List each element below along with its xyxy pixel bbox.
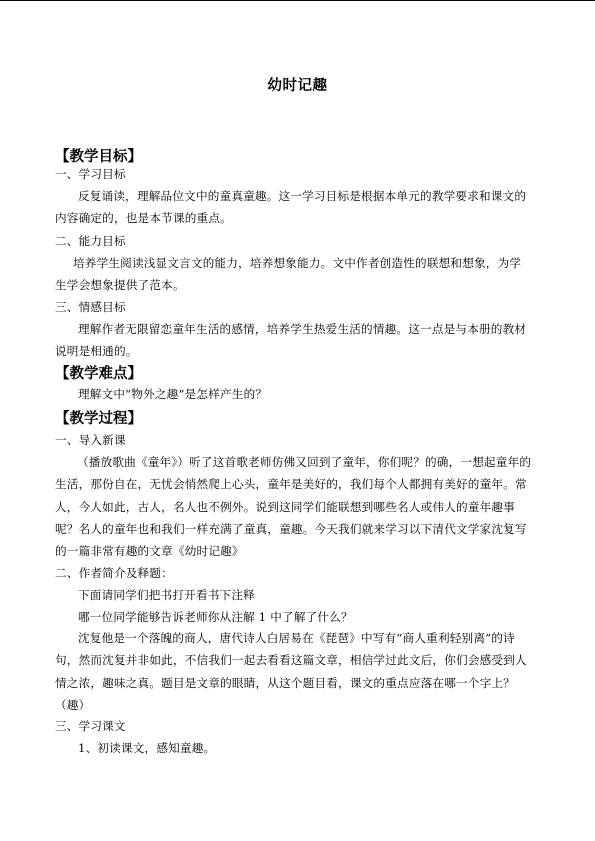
text-line: 反复诵读，理解品位文中的童真童趣。这一学习目标是根据本单元的教学要求和课文的 <box>78 189 527 203</box>
section-heading-difficulty: 【教学难点】 <box>55 365 142 382</box>
text-line: 生学会想象提供了范本。 <box>55 278 185 293</box>
text-line: （趣） <box>55 697 91 712</box>
subheading-author-intro: 二、作者简介及释题： <box>55 566 173 580</box>
subheading-ability-goals: 二、能力目标 <box>55 234 126 248</box>
page-title: 幼时记趣 <box>267 77 328 94</box>
question-line: 哪一位同学能够告诉老师你从注解 1 中了解了什么？ <box>78 610 353 624</box>
paragraph-introduction <box>55 451 541 562</box>
paragraph-learning-goals <box>55 185 541 230</box>
paragraph-emotion-goals <box>55 318 541 363</box>
text-line: （播放歌曲《童年》）听了这首歌老师仿佛又回到了童年，你们呢？的确，一想起童年的 <box>77 455 532 469</box>
top-border-line <box>0 0 595 1</box>
text-line: 情之浓，趣味之真。题目是文章的眼睛，从这个题目看，课文的重点应落在哪一个字上？ <box>55 675 515 690</box>
subheading-emotion-goals: 三、情感目标 <box>55 300 126 314</box>
text-line: 理解作者无限留恋童年生活的感情，培养学生热爱生活的情趣。这一点是与本册的教材 <box>78 322 527 336</box>
paragraph-ability-goals <box>55 252 541 297</box>
list-item-first-reading: 1、初读课文，感知童趣。 <box>78 741 216 755</box>
paragraph-author-intro <box>55 627 541 716</box>
text-line: 的一篇非常有趣的文章《幼时记趣》 <box>55 544 244 559</box>
text-line: 句，然而沈复并非如此，不信我们一起去看看这篇文章，相信学过此文后，你们会感受到人 <box>55 653 527 668</box>
section-heading-process: 【教学过程】 <box>55 410 142 427</box>
text-line: 内容确定的，也是本节课的重点。 <box>55 211 232 226</box>
text-line: 沈复他是一个落魄的商人，唐代诗人白居易在《琵琶》中写有“商人重利轻别离”的诗 <box>78 631 515 645</box>
text-line: 呢？名人的童年也和我们一样充满了童真，童趣。今天我们就来学习以下清代文学家沈复写 <box>55 521 527 536</box>
text-line: 人，今人如此，古人，名人也不例外。说到这同学们能联想到哪些名人或伟人的童年趣事 <box>55 499 515 514</box>
text-line: 说明是相通的。 <box>55 344 138 359</box>
text-line: 生活，那份自在，无忧会悄然爬上心头，童年是美好的，我们每个人都拥有美好的童年。常 <box>55 477 527 492</box>
subheading-introduction: 一、导入新课 <box>55 433 126 447</box>
section-heading-goals: 【教学目标】 <box>55 148 142 165</box>
subheading-learning-goals: 一、学习目标 <box>55 167 126 181</box>
text-line: 培养学生阅读浅显文言文的能力，培养想象能力。文中作者创造性的联想和想象，为学 <box>73 256 522 270</box>
difficulty-text: 理解文中“物外之趣”是怎样产生的？ <box>78 387 268 401</box>
subheading-study-text: 三、学习课文 <box>55 719 126 733</box>
instruction-line: 下面请同学们把书打开看书下注释 <box>78 588 255 602</box>
